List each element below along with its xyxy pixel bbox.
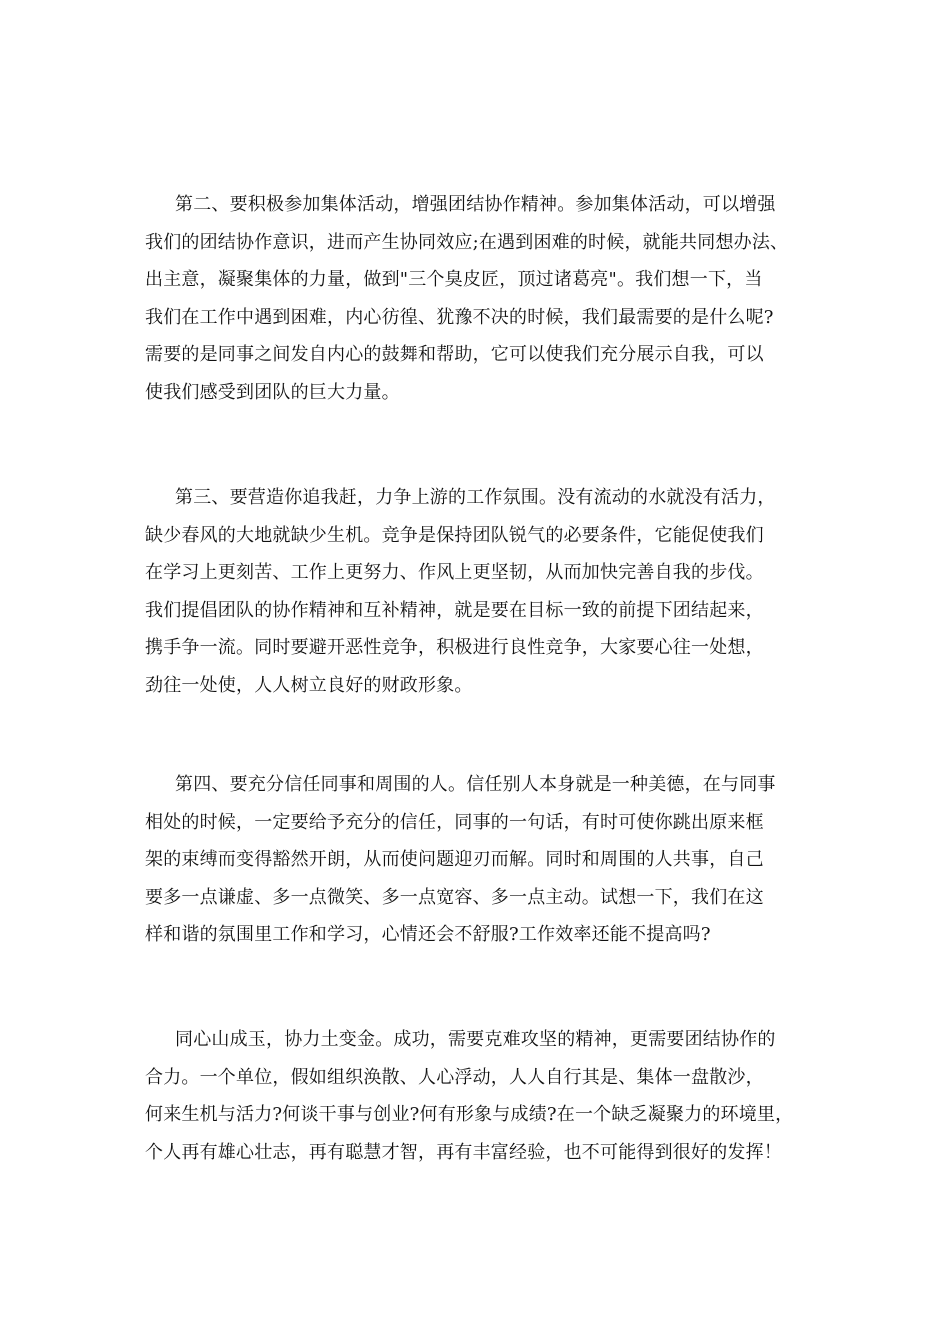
paragraph-line: 第三、要营造你追我赶，力争上游的工作氛围。没有流动的水就没有活力， [175,487,776,508]
paragraph-conclusion-unity [145,1021,825,1171]
paragraph-2-teamwork-activities [145,186,825,412]
paragraph-line: 我们在工作中遇到困难，内心彷徨、犹豫不决的时候，我们最需要的是什么呢? [145,306,774,328]
paragraph-line: 同心山成玉，协力土变金。成功，需要克难攻坚的精神，更需要团结协作的 [175,1029,776,1050]
paragraph-line: 要多一点谦虚、多一点微笑、多一点宽容、多一点主动。试想一下，我们在这 [145,886,764,908]
paragraph-line: 在学习上更刻苦、工作上更努力、作风上更坚韧，从而加快完善自我的步伐。 [145,562,764,584]
paragraph-line: 第四、要充分信任同事和周围的人。信任别人本身就是一种美德，在与同事 [175,774,776,795]
paragraph-line: 样和谐的氛围里工作和学习，心情还会不舒服?工作效率还能不提高吗? [145,924,711,946]
paragraph-line: 我们提倡团队的协作精神和互补精神，就是要在目标一致的前提下团结起来， [145,599,764,621]
paragraph-line: 劲往一处使，人人树立良好的财政形象。 [145,674,473,696]
paragraph-4-trust-colleagues [145,766,825,954]
paragraph-line: 携手争一流。同时要避开恶性竞争，积极进行良性竞争，大家要心往一处想， [145,637,764,659]
paragraph-line: 相处的时候，一定要给予充分的信任，同事的一句话，有时可使你跳出原来框 [145,811,764,833]
paragraph-line: 出主意，凝聚集体的力量，做到"三个臭皮匠，顶过诸葛亮"。我们想一下，当 [145,269,763,291]
paragraph-line: 我们的团结协作意识，进而产生协同效应;在遇到困难的时候，就能共同想办法、 [145,231,789,253]
paragraph-line: 缺少春风的大地就缺少生机。竞争是保持团队锐气的必要条件，它能促使我们 [145,524,764,546]
paragraph-line: 合力。一个单位，假如组织涣散、人心浮动，人人自行其是、集体一盘散沙， [145,1066,764,1088]
paragraph-line: 个人再有雄心壮志，再有聪慧才智，再有丰富经验，也不可能得到很好的发挥！ [145,1141,782,1163]
paragraph-3-competition-atmosphere [145,479,825,705]
paragraph-line: 架的束缚而变得豁然开朗，从而使问题迎刃而解。同时和周围的人共事，自己 [145,849,764,871]
paragraph-line: 何来生机与活力?何谈干事与创业?何有形象与成绩?在一个缺乏凝聚力的环境里， [145,1104,794,1126]
paragraph-line: 需要的是同事之间发自内心的鼓舞和帮助，它可以使我们充分展示自我，可以 [145,344,764,366]
paragraph-line: 第二、要积极参加集体活动，增强团结协作精神。参加集体活动，可以增强 [175,194,776,215]
paragraph-line: 使我们感受到团队的巨大力量。 [145,381,400,403]
